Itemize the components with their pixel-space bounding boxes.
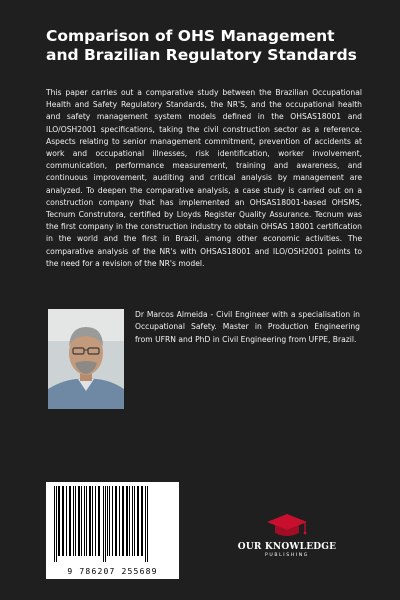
barcode-bar [145,486,146,562]
barcode-bar [89,486,91,556]
book-abstract: This paper carries out a comparative study between the Brazilian Occupational Health and Safety Regulatory Standards, the NR'S, and the occupational health and safety management system models defined in the OHSAS18001 and ILO/OSH2001 specifications, taking the civil construction sector as a reference. Aspects relating to senior management commitment, prevention of accidents at work and occupational illnesses, risk identification, worker involvement, communication, performance measurement, training and awareness, and continuous improvement, auditing and critical analysis by management are analyzed. To deepen the comparative analysis, a case study is carried out on a construction company that has implemented an OHSAS18001-based OHSMS, Tecnum Construtora, certified by Lloyds Register Quality Assurance. Tecnum was the first company in the construction industry to obtain OHSAS 18001 certification in the world and the first in Brazil, among other economic activities. The comparative analysis of the NR's with OHSAS18001 and ILO/OSH2001 points to the need for a revision of the NR's model. [46,88,362,268]
barcode-bar [119,486,120,556]
barcode-bar [126,486,128,556]
barcode-bar [69,486,71,556]
barcode-bar [141,486,143,556]
barcode-bar [107,486,108,556]
isbn-digits: 9 786207 255689 [67,567,158,576]
barcode-bar [137,486,139,556]
barcode-bar [81,486,82,556]
isbn-barcode [46,482,179,579]
graduation-cap-icon [265,512,309,540]
barcode-bar [54,486,55,562]
barcode-bar [112,486,113,556]
barcode-bar [147,486,148,562]
barcode-bar [95,486,96,556]
book-title: Comparison of OHS Management and Brazilian Regulatory Standards [46,27,357,64]
barcode-bar [98,486,100,556]
barcode-bar [84,486,85,556]
barcode-bar [109,486,110,556]
barcode-bars [48,484,177,564]
barcode-bar [134,486,135,556]
barcode-bar [129,486,130,556]
barcode-bar [56,486,57,562]
author-bio: Dr Marcos Almeida - Civil Engineer with a specialisation in Occupational Safety. Master in Production Engineering from UFRN and PhD in Civil Engineering from UFPE, Brazil. [135,310,360,344]
barcode-bar [66,486,67,556]
barcode-bar [75,486,76,556]
barcode-bar [58,486,60,556]
barcode-bar [122,486,124,556]
author-photo [48,309,124,409]
author-portrait-graphic [48,309,124,409]
barcode-bar [86,486,87,556]
publisher-tagline: PUBLISHING [265,553,309,558]
barcode-bar [132,486,133,556]
barcode-bar [103,486,104,562]
barcode-bar [105,486,106,562]
barcode-bar [73,486,74,556]
barcode-bar [115,486,117,556]
publisher-name: OUR KNOWLEDGE [237,542,337,552]
barcode-bar [62,486,64,556]
publisher-block [228,512,346,558]
barcode-bar [92,486,93,556]
barcode-bar [78,486,80,556]
